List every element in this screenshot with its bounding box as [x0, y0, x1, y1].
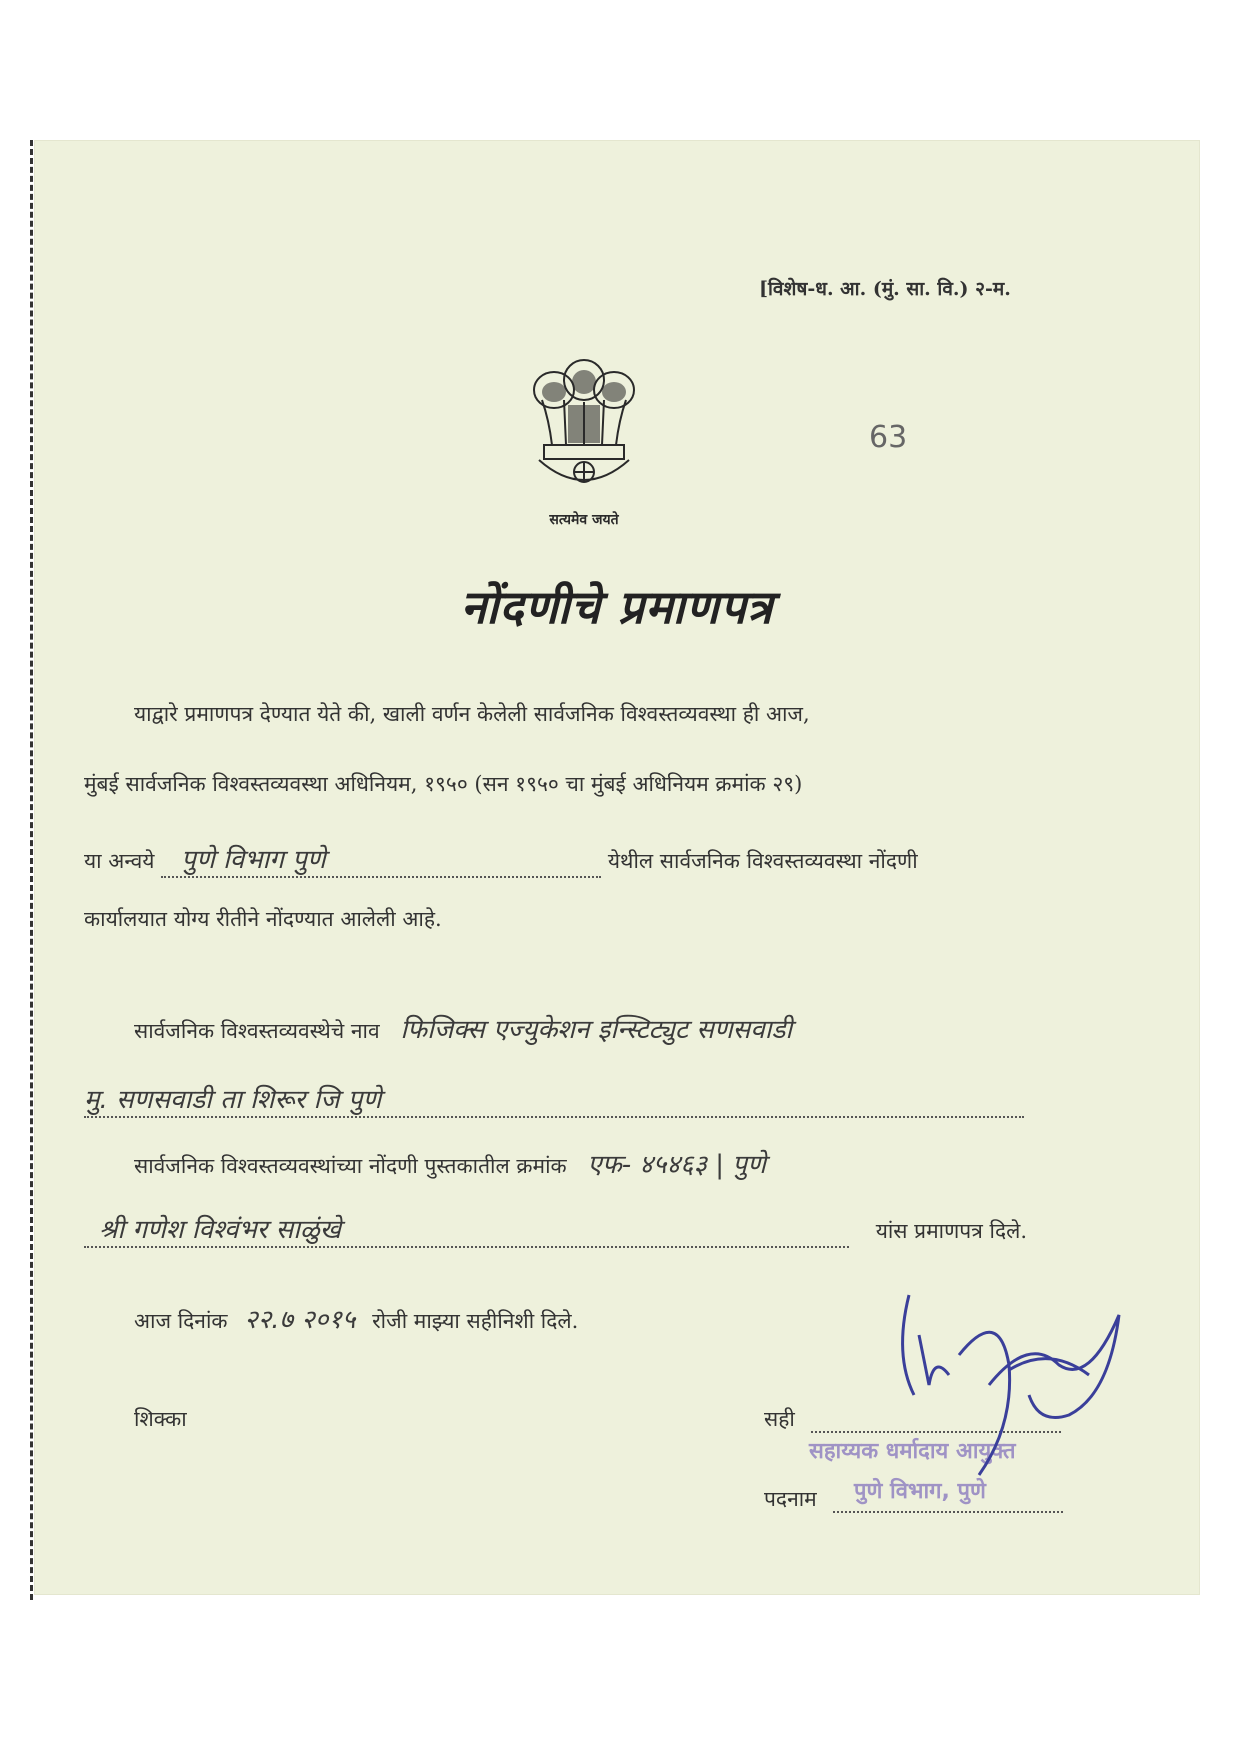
recipient-row — [84, 1210, 1027, 1248]
registration-label: सार्वजनिक विश्वस्तव्यवस्थांच्या नोंदणी पुस्तकातील क्रमांक — [134, 1154, 567, 1178]
trust-name-row — [134, 1010, 792, 1046]
body-line-3-prefix: या अन्वये — [84, 849, 155, 873]
office-stamp-line-1: सहाय्यक धर्मादाय आयुक्त — [809, 1439, 1016, 1464]
trust-name-handwritten-1: फिजिक्स एज्युकेशन इन्स्टिट्युट सणसवाडी — [400, 1015, 793, 1045]
emblem-motto: सत्यमेव जयते — [549, 512, 619, 528]
date-prefix: आज दिनांक — [134, 1309, 228, 1333]
recipient-handwritten: श्री गणेश विश्वंभर साळुंखे — [84, 1210, 849, 1248]
trust-name-handwritten-2: मु. सणसवाडी ता शिरूर जि पुणे — [84, 1080, 1024, 1118]
signature-label: सही — [764, 1407, 795, 1431]
trust-address-row — [84, 1080, 1024, 1118]
designation-label: पदनाम — [764, 1487, 817, 1511]
registration-row — [134, 1145, 766, 1181]
date-suffix: रोजी माझ्या सहीनिशी दिले. — [372, 1309, 579, 1333]
serial-number: 63 — [869, 420, 908, 455]
office-handwritten: पुणे विभाग पुणे — [161, 840, 601, 878]
body-line-2: मुंबई सार्वजनिक विश्वस्तव्यवस्था अधिनियम, १९५० (सन १९५० चा मुंबई अधिनियम क्रमांक २९) — [84, 772, 803, 796]
form-number: [विशेष-ध. आ. (मुं. सा. वि.) २-म. — [759, 278, 1011, 300]
certificate-title: नोंदणीचे प्रमाणपत्र — [460, 580, 774, 634]
ashoka-emblem-icon — [524, 350, 644, 528]
body-line-4: कार्यालयात योग्य रीतीने नोंदण्यात आलेली आहे. — [84, 907, 442, 931]
body-line-3 — [84, 840, 918, 878]
registration-handwritten: एफ- ४५४६३ | पुणे — [587, 1150, 766, 1180]
recipient-suffix: यांस प्रमाणपत्र दिले. — [875, 1219, 1028, 1243]
trust-name-label: सार्वजनिक विश्वस्तव्यवस्थेचे नाव — [134, 1019, 380, 1043]
office-stamp-line-2: पुणे विभाग, पुणे — [854, 1479, 986, 1504]
date-handwritten: २२.७ २०१५ — [244, 1305, 356, 1335]
handwritten-signature — [889, 1275, 1139, 1485]
date-row — [134, 1300, 578, 1336]
body-line-3-suffix: येथील सार्वजनिक विश्वस्तव्यवस्था नोंदणी — [607, 849, 918, 873]
body-line-1: याद्वारे प्रमाणपत्र देण्यात येते की, खाली वर्णन केलेली सार्वजनिक विश्वस्तव्यवस्था ही आज, — [134, 702, 810, 726]
certificate-paper — [34, 140, 1200, 1595]
seal-label: शिक्का — [134, 1407, 187, 1431]
